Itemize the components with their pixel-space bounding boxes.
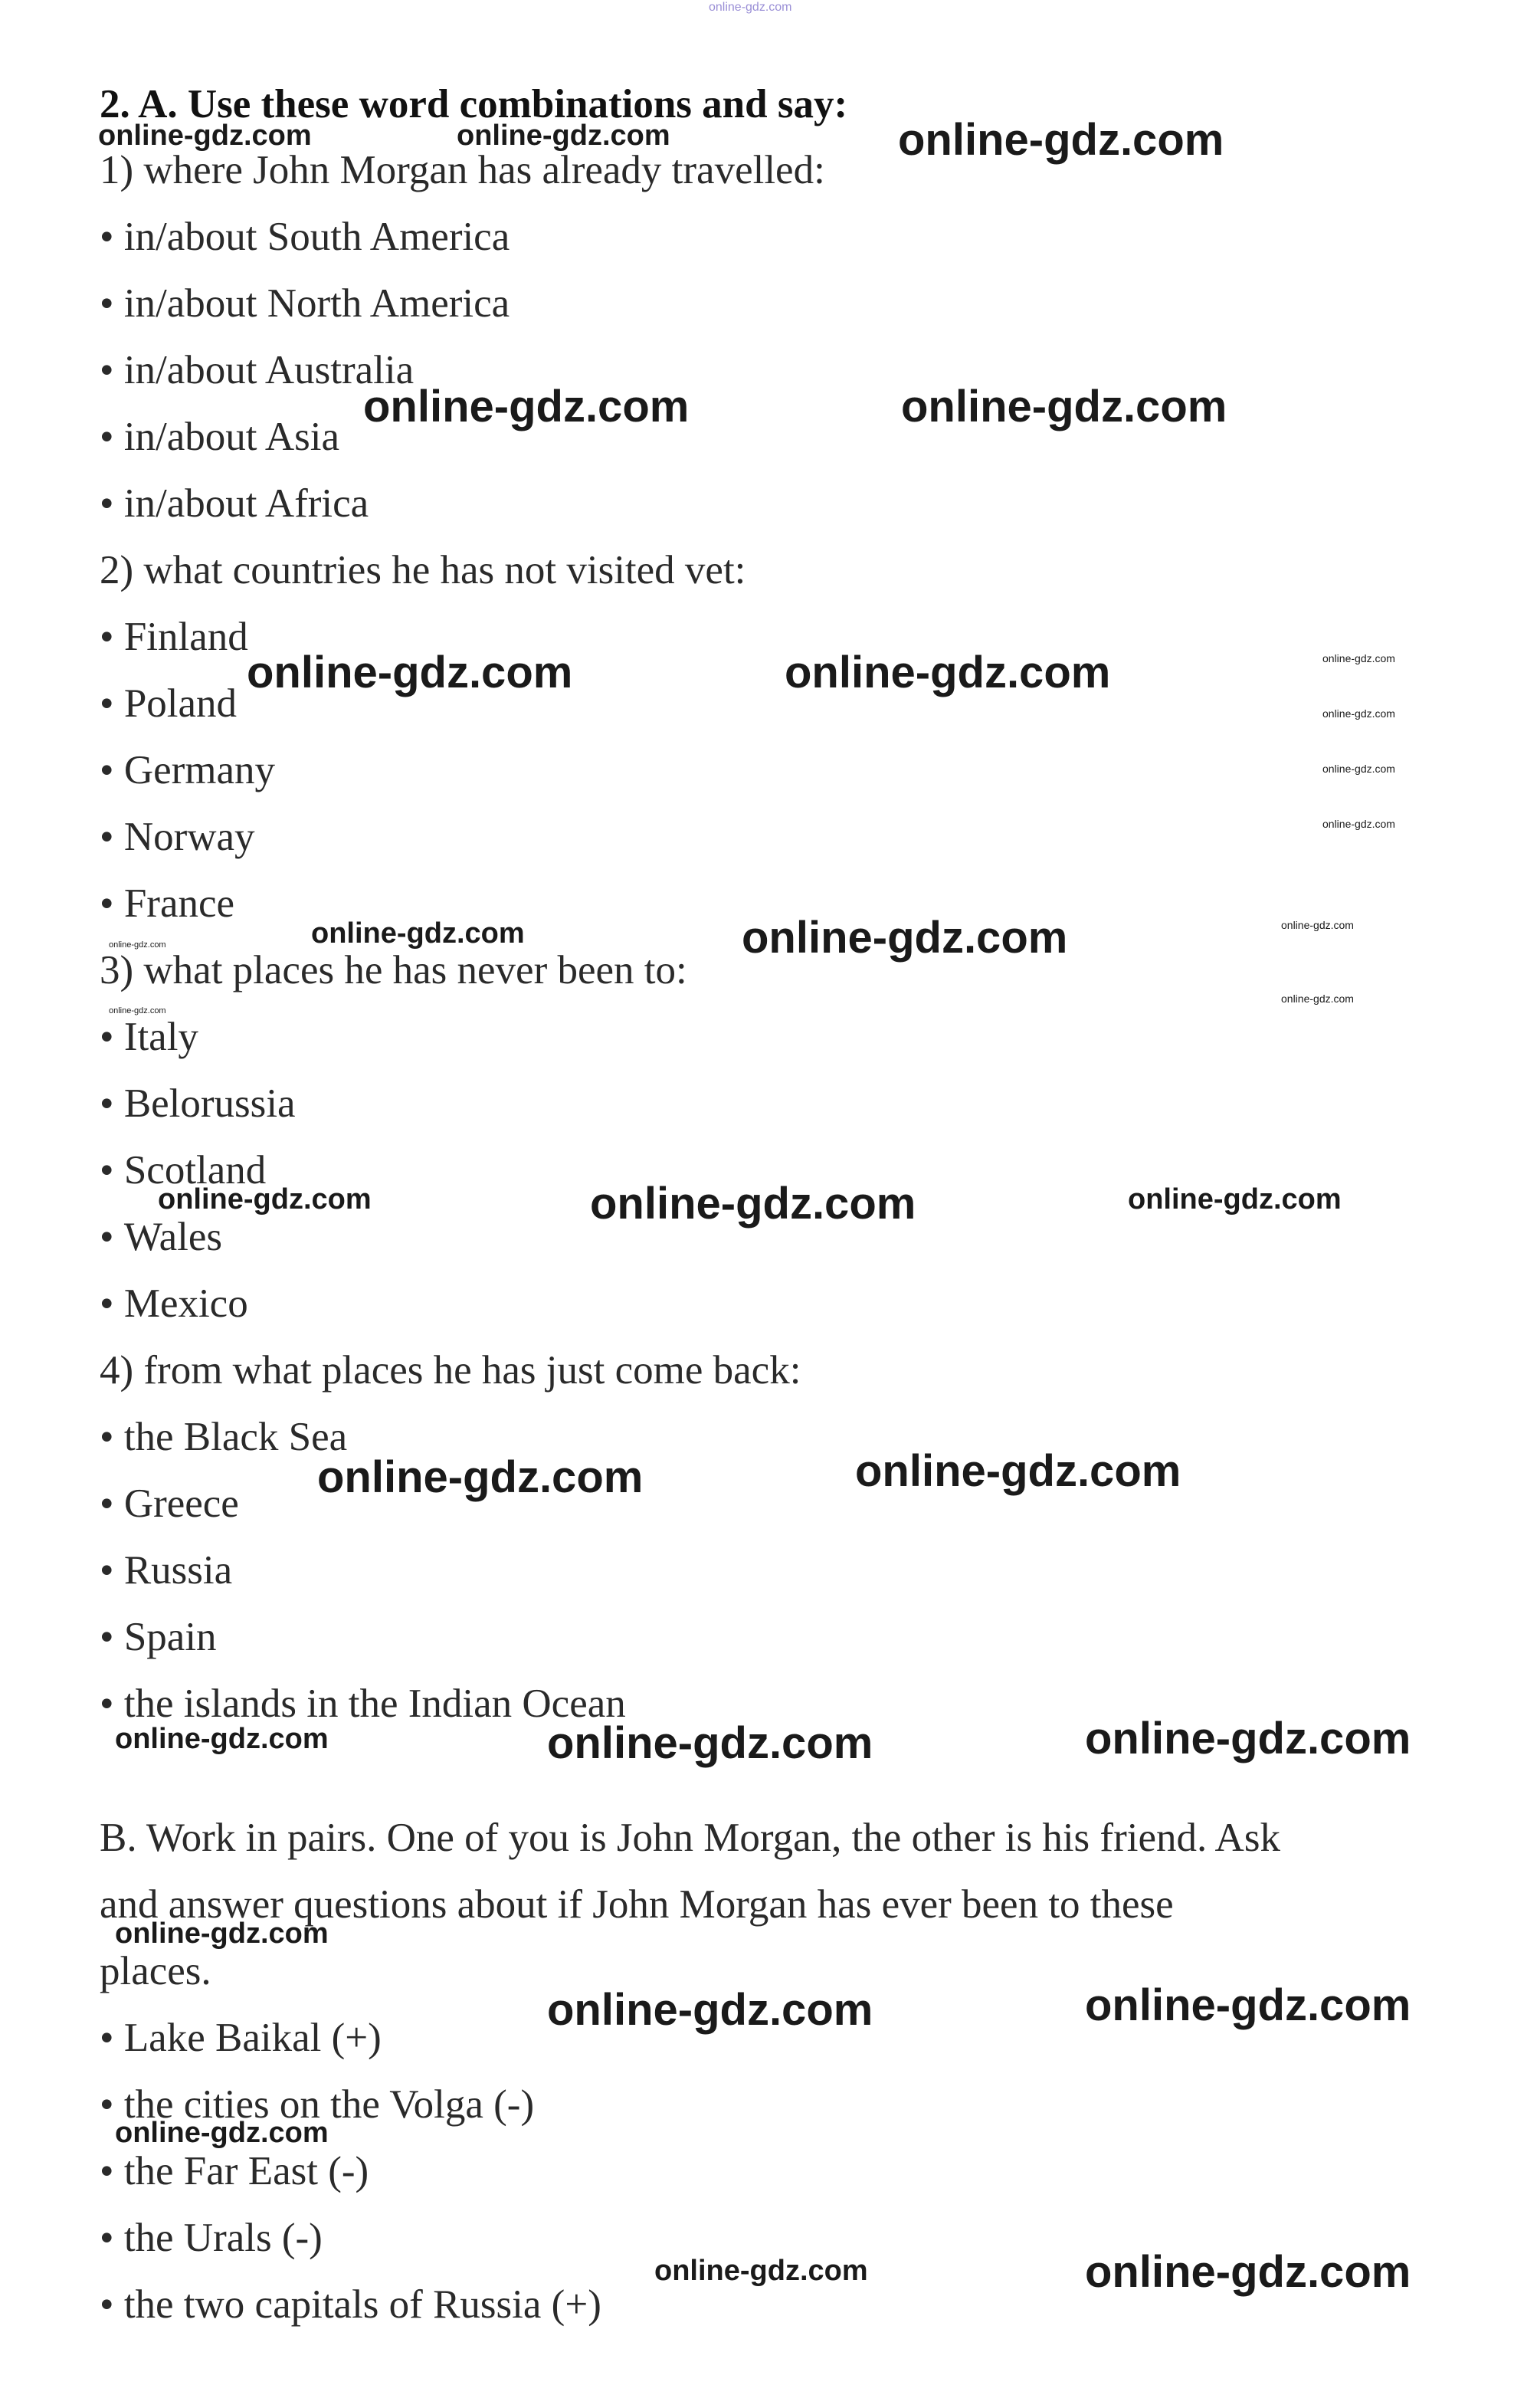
- list-item: • in/about Australia: [100, 346, 414, 395]
- watermark: online-gdz.com: [1322, 818, 1395, 830]
- list-item: • Norway: [100, 812, 255, 861]
- list-item: • Wales: [100, 1212, 222, 1261]
- group-2-prompt: 2) what countries he has not visited vet:: [100, 548, 746, 592]
- watermark: online-gdz.com: [898, 115, 1224, 165]
- list-item: • in/about Africa: [100, 479, 369, 528]
- list-item: • Finland: [100, 612, 248, 661]
- section-b-instruction-1: B. Work in pairs. One of you is John Morgan, the other is his friend. Ask: [100, 1816, 1280, 1860]
- group-3-prompt: 3) what places he has never been to:: [100, 948, 687, 992]
- watermark: online-gdz.com: [363, 382, 690, 431]
- list-item: • the Urals (-): [100, 2213, 323, 2262]
- watermark: online-gdz.com: [785, 648, 1111, 697]
- section-b-instruction-2: and answer questions about if John Morgan has ever been to these: [100, 1882, 1174, 1927]
- watermark: online-gdz.com: [547, 1718, 873, 1768]
- group-1-prompt: 1) where John Morgan has already travelled:: [100, 148, 825, 192]
- list-item: • the Black Sea: [100, 1412, 347, 1462]
- list-item: • Mexico: [100, 1279, 248, 1328]
- watermark: online-gdz.com: [855, 1446, 1181, 1496]
- list-item: • France: [100, 879, 234, 928]
- list-item: • the cities on the Volga (-): [100, 2080, 534, 2129]
- exercise-heading: 2. A. Use these word combinations and say:: [100, 82, 848, 126]
- list-item: • the two capitals of Russia (+): [100, 2280, 601, 2329]
- list-item: • Spain: [100, 1612, 217, 1662]
- list-item: • Italy: [100, 1012, 198, 1061]
- watermark: online-gdz.com: [1281, 992, 1354, 1005]
- watermark: online-gdz.com: [115, 1723, 329, 1755]
- list-item: • Scotland: [100, 1146, 266, 1195]
- watermark: online-gdz.com: [98, 120, 312, 152]
- watermark: online-gdz.com: [1085, 1714, 1411, 1763]
- watermark: online-gdz.com: [1322, 763, 1395, 775]
- watermark: online-gdz.com: [158, 1183, 372, 1215]
- watermark: online-gdz.com: [1128, 1183, 1342, 1215]
- list-item: • the Far East (-): [100, 2147, 369, 2196]
- watermark: online-gdz.com: [115, 1918, 329, 1950]
- list-item: • Belorussia: [100, 1079, 296, 1128]
- top-watermark: online-gdz.com: [709, 1, 792, 14]
- watermark: online-gdz.com: [115, 2117, 329, 2149]
- watermark: online-gdz.com: [547, 1985, 873, 2035]
- watermark: online-gdz.com: [457, 120, 670, 152]
- list-item: • in/about South America: [100, 212, 510, 261]
- watermark: online-gdz.com: [317, 1452, 644, 1502]
- watermark: online-gdz.com: [1322, 707, 1395, 720]
- watermark: online-gdz.com: [742, 913, 1068, 963]
- watermark: online-gdz.com: [654, 2255, 868, 2287]
- list-item: • Poland: [100, 679, 237, 728]
- watermark: online-gdz.com: [901, 382, 1227, 431]
- list-item: • Lake Baikal (+): [100, 2013, 382, 2062]
- list-item: • Russia: [100, 1546, 232, 1595]
- list-item: • in/about Asia: [100, 412, 339, 461]
- list-item: • Germany: [100, 746, 275, 795]
- section-b-instruction-3: places.: [100, 1949, 211, 1993]
- watermark: online-gdz.com: [1322, 652, 1395, 664]
- list-item: • in/about North America: [100, 279, 510, 328]
- watermark: online-gdz.com: [1281, 919, 1354, 931]
- watermark: online-gdz.com: [109, 1006, 166, 1015]
- watermark: online-gdz.com: [311, 917, 525, 950]
- watermark: online-gdz.com: [1085, 1980, 1411, 2030]
- group-4-prompt: 4) from what places he has just come back:: [100, 1348, 801, 1393]
- watermark: online-gdz.com: [1085, 2247, 1411, 2297]
- list-item: • the islands in the Indian Ocean: [100, 1679, 626, 1728]
- list-item: • Greece: [100, 1479, 239, 1528]
- watermark: online-gdz.com: [247, 648, 573, 697]
- watermark: online-gdz.com: [109, 940, 166, 950]
- watermark: online-gdz.com: [590, 1179, 916, 1229]
